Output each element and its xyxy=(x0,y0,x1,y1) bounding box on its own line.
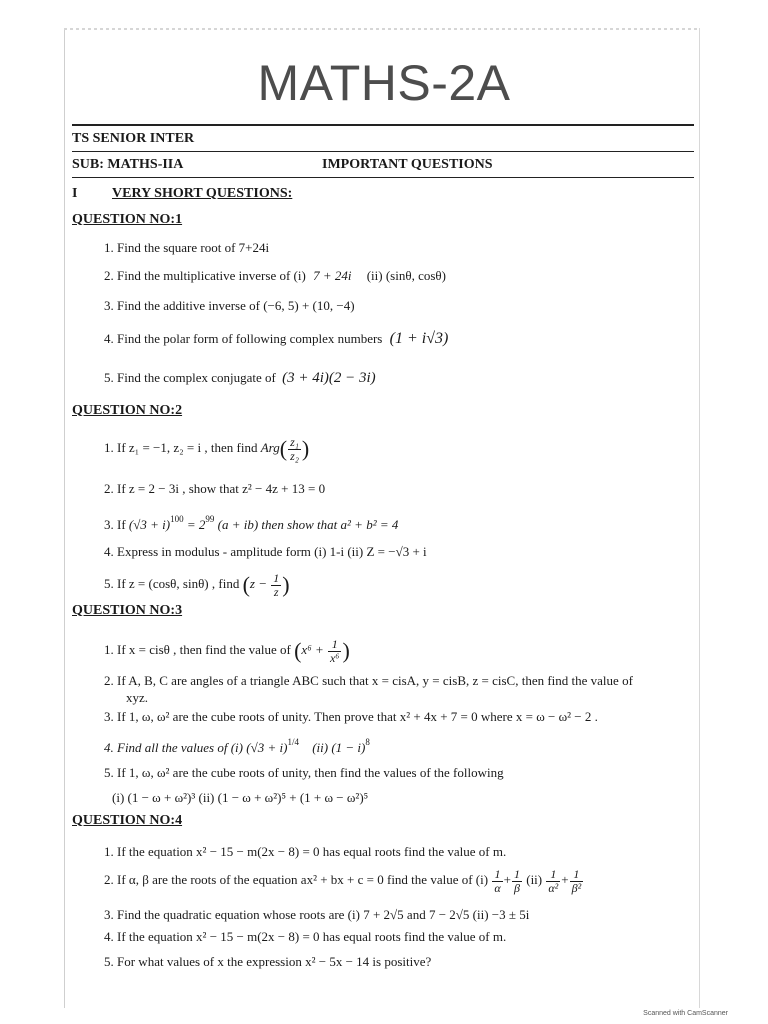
header-rule-2 xyxy=(72,177,694,178)
q3-item-4-exp1: 1/4 xyxy=(287,737,299,747)
q4-item-2-text: 2. If α, β are the roots of the equation ax² + bx + c = 0 find the value of (i) xyxy=(104,872,489,888)
question-1-heading: QUESTION NO:1 xyxy=(72,212,183,227)
q2-item-5-expr: z − xyxy=(249,576,267,592)
q2-item-3-tail: (a + ib) then show that a² + b² = 4 xyxy=(217,517,399,532)
q2-item-3-exp2: 99 xyxy=(205,514,215,524)
q1-item-5-expr: (3 + 4i)(2 − 3i) xyxy=(282,370,376,386)
q2-item-1-text: 1. If z₁ = −1, z₂ = i , then find xyxy=(104,440,258,456)
q3-item-2-cont: xyz. xyxy=(126,690,149,705)
q2-item-3-if: 3. If xyxy=(104,517,126,532)
q3-item-4-part1: 4. Find all the values of (i) (√3 + i) xyxy=(104,740,288,755)
section-number: I xyxy=(72,186,78,201)
question-3-heading: QUESTION NO:3 xyxy=(72,603,183,618)
q2-item-1-arg: Arg xyxy=(260,440,280,456)
q1-item-4-expr: (1 + i√3) xyxy=(389,330,449,347)
header-board: TS SENIOR INTER xyxy=(72,131,195,146)
question-2-heading: QUESTION NO:2 xyxy=(72,403,183,418)
q3-item-5-cont: (i) (1 − ω + ω²)³ (ii) (1 − ω + ω²)⁵ + (1 + ω − ω²)⁵ xyxy=(112,790,369,805)
q3-item-4-exp2: 8 xyxy=(365,737,370,747)
q1-item-2-part2: (ii) (sinθ, cosθ) xyxy=(366,268,446,283)
header-type: IMPORTANT QUESTIONS xyxy=(322,157,493,172)
scanner-watermark: Scanned with CamScanner xyxy=(643,1010,728,1017)
q2-item-3 xyxy=(104,514,398,533)
question-4-heading: QUESTION NO:4 xyxy=(72,813,183,828)
q1-item-1: 1. Find the square root of 7+24i xyxy=(104,240,270,255)
q4-item-3: 3. Find the quadratic equation whose roots are (i) 7 + 2√5 and 7 − 2√5 (ii) −3 ± 5i xyxy=(104,907,530,922)
q4-item-5: 5. For what values of x the expression x² − 5x − 14 is positive? xyxy=(104,954,432,969)
q2-item-1: 1. If z₁ = −1, z₂ = i , then find Arg( $\frac{\text{z₁}}{\text{z₂}}$ ) xyxy=(104,435,310,463)
header-rule-top xyxy=(72,124,694,126)
q1-item-4 xyxy=(104,330,448,348)
header-subject: SUB: MATHS-IIA xyxy=(72,157,184,172)
page-top-border xyxy=(64,28,698,30)
q4-item-2-frac-2: $\frac{1}{\beta}$ xyxy=(513,867,520,895)
q1-item-2-text: 2. Find the multiplicative inverse of (i) xyxy=(104,268,306,283)
q2-item-1-fraction: $\frac{\text{z₁}}{\text{z₂}}$ xyxy=(290,435,299,463)
q4-item-4: 4. If the equation x² − 15 − m(2x − 8) = 0 has equal roots find the value of m. xyxy=(104,929,507,944)
q2-item-3-rhs: = 2 xyxy=(186,517,206,532)
q3-item-2: 2. If A, B, C are angles of a triangle ABC such that x = cisA, y = cisB, z = cisC, then find the value of xyxy=(104,673,633,688)
q3-item-4-part2: (ii) (1 − i) xyxy=(312,740,366,755)
q2-item-5-fraction: $\frac{1}{z}$ xyxy=(273,571,280,599)
q3-item-1-fraction: $\frac{1}{\text{x⁶}}$ xyxy=(329,637,340,665)
page-title: MATHS-2A xyxy=(257,55,511,111)
q2-item-5-text: 5. If z = (cosθ, sinθ) , find xyxy=(104,576,240,592)
q2-item-4: 4. Express in modulus - amplitude form (i) 1-i (ii) Z = −√3 + i xyxy=(104,544,427,559)
q4-item-2: 2. If α, β are the roots of the equation ax² + bx + c = 0 find the value of (i) $\frac{1}{\alpha}$ + $\frac{1}{\beta}$ (ii) $\frac{1}{\text{α²}}$ + $\frac{1}{\text{β²}}$ xyxy=(104,867,582,895)
q3-item-1-text: 1. If x = cisθ , then find the value of xyxy=(104,642,291,658)
q3-item-3: 3. If 1, ω, ω² are the cube roots of unity. Then prove that x² + 4x + 7 = 0 where x = ω − ω² − 2 . xyxy=(104,709,598,724)
q3-item-4 xyxy=(104,737,370,756)
q2-item-3-base: (√3 + i) xyxy=(128,517,171,532)
q4-item-2-frac-1: $\frac{1}{\alpha}$ xyxy=(494,867,501,895)
q2-item-5: 5. If z = (cosθ, sinθ) , find (z − $\frac{1}{z}$ ) xyxy=(104,571,290,599)
header-rule-1 xyxy=(72,151,694,152)
q1-item-3: 3. Find the additive inverse of (−6, 5) + (10, −4) xyxy=(104,298,355,313)
q1-item-2-expr: 7 + 24i xyxy=(313,268,352,283)
q1-item-4-text: 4. Find the polar form of following complex numbers xyxy=(104,331,383,346)
q4-item-2-part2: (ii) xyxy=(526,872,543,888)
q3-item-5: 5. If 1, ω, ω² are the cube roots of unity, then find the values of the following xyxy=(104,765,504,780)
q1-item-5-text: 5. Find the complex conjugate of xyxy=(104,370,276,385)
q3-item-1: 1. If x = cisθ , then find the value of (x⁶ + $\frac{1}{\text{x⁶}}$ ) xyxy=(104,637,350,665)
q4-item-2-frac-3: $\frac{1}{\text{α²}}$ xyxy=(548,867,559,895)
q4-item-1: 1. If the equation x² − 15 − m(2x − 8) = 0 has equal roots find the value of m. xyxy=(104,844,507,859)
q2-item-3-exp: 100 xyxy=(170,514,184,524)
q4-item-2-frac-4: $\frac{1}{\text{β²}}$ xyxy=(571,867,582,895)
q2-item-2: 2. If z = 2 − 3i , show that z² − 4z + 13 = 0 xyxy=(104,481,326,496)
q3-item-1-expr: x⁶ + xyxy=(301,642,324,658)
section-title: VERY SHORT QUESTIONS: xyxy=(112,186,293,201)
q1-item-5 xyxy=(104,370,376,387)
q1-item-2 xyxy=(104,268,446,284)
